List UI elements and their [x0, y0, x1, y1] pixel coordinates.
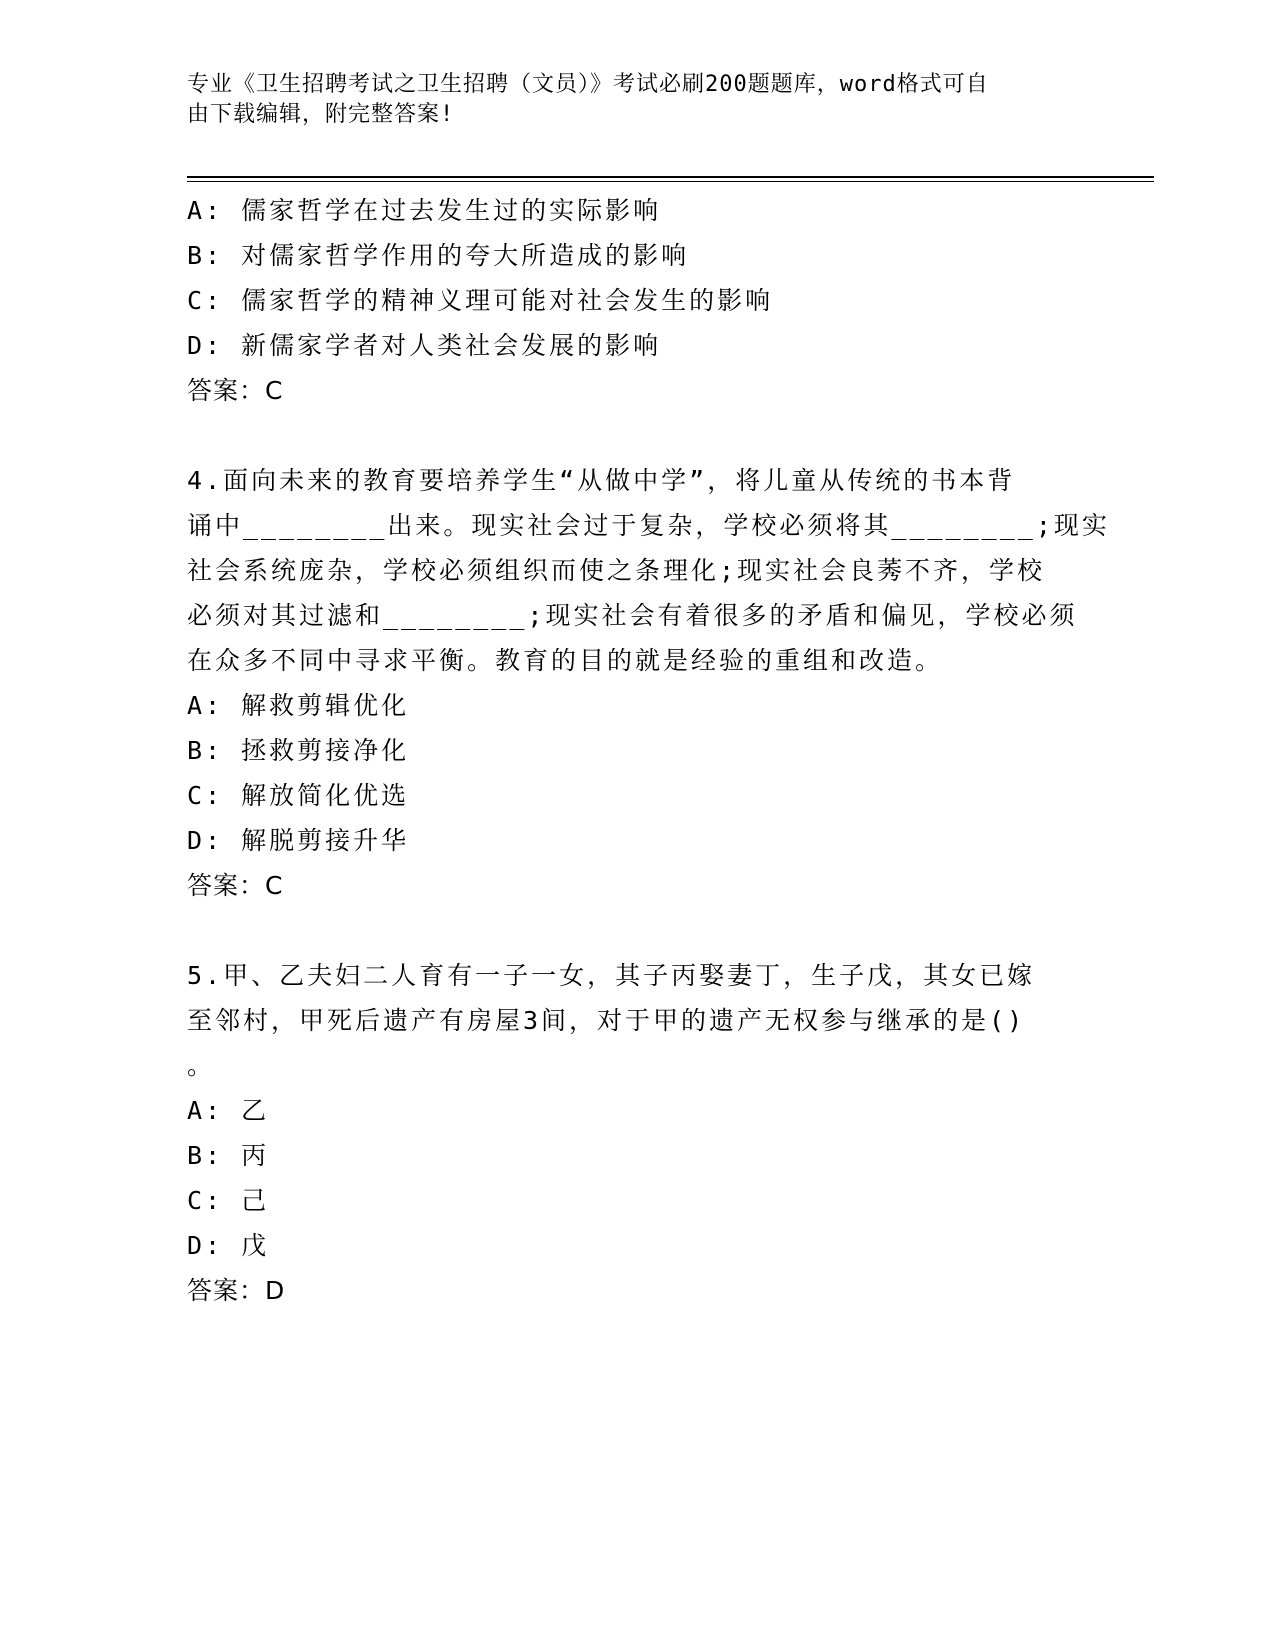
- question-stem-line: 至邻村，甲死后遗产有房屋3间，对于甲的遗产无权参与继承的是(): [187, 1006, 1026, 1035]
- question-stem-line: 诵中________出来。现实社会过于复杂，学校必须将其________;现实: [187, 511, 1110, 540]
- question-stem-line: 在众多不同中寻求平衡。教育的目的就是经验的重组和改造。: [187, 646, 944, 675]
- option-c: C: 己: [187, 1186, 270, 1215]
- answer-label: 答案：C: [187, 376, 284, 405]
- option-a: A: 儒家哲学在过去发生过的实际影响: [187, 196, 662, 225]
- option-d: D: 戊: [187, 1231, 270, 1260]
- question-content: [187, 188, 1110, 1313]
- option-d: D: 新儒家学者对人类社会发展的影响: [187, 331, 662, 360]
- option-a: A: 解救剪辑优化: [187, 691, 410, 720]
- question-stem-line: 。: [187, 1051, 216, 1080]
- option-b: B: 丙: [187, 1141, 270, 1170]
- question-5: [187, 953, 1087, 1313]
- option-c: C: 儒家哲学的精神义理可能对社会发生的影响: [187, 286, 774, 315]
- header-rule-thin: [187, 181, 1154, 182]
- document-header: [187, 70, 1087, 130]
- option-b: B: 对儒家哲学作用的夸大所造成的影响: [187, 241, 690, 270]
- question-4: [187, 458, 1110, 908]
- header-line-1: 专业《卫生招聘考试之卫生招聘（文员）》考试必刷200题题库，word格式可自: [187, 72, 989, 97]
- answer-label: 答案：D: [187, 1276, 286, 1305]
- question-stem-line: 4.面向未来的教育要培养学生“从做中学”，将儿童从传统的书本背: [187, 466, 1016, 495]
- spacer: [187, 413, 1087, 458]
- spacer: [187, 908, 1087, 953]
- header-rule-thick: [187, 176, 1154, 178]
- question-3: [187, 188, 1087, 413]
- header-line-2: 由下载编辑，附完整答案!: [187, 102, 455, 127]
- answer-label: 答案：C: [187, 871, 284, 900]
- option-a: A: 乙: [187, 1096, 270, 1125]
- question-stem-line: 必须对其过滤和________;现实社会有着很多的矛盾和偏见，学校必须: [187, 601, 1078, 630]
- option-b: B: 拯救剪接净化: [187, 736, 410, 765]
- question-stem-line: 社会系统庞杂，学校必须组织而使之条理化;现实社会良莠不齐，学校: [187, 556, 1046, 585]
- question-stem-line: 5.甲、乙夫妇二人育有一子一女，其子丙娶妻丁，生子戊，其女已嫁: [187, 961, 1036, 990]
- option-d: D: 解脱剪接升华: [187, 826, 410, 855]
- option-c: C: 解放简化优选: [187, 781, 410, 810]
